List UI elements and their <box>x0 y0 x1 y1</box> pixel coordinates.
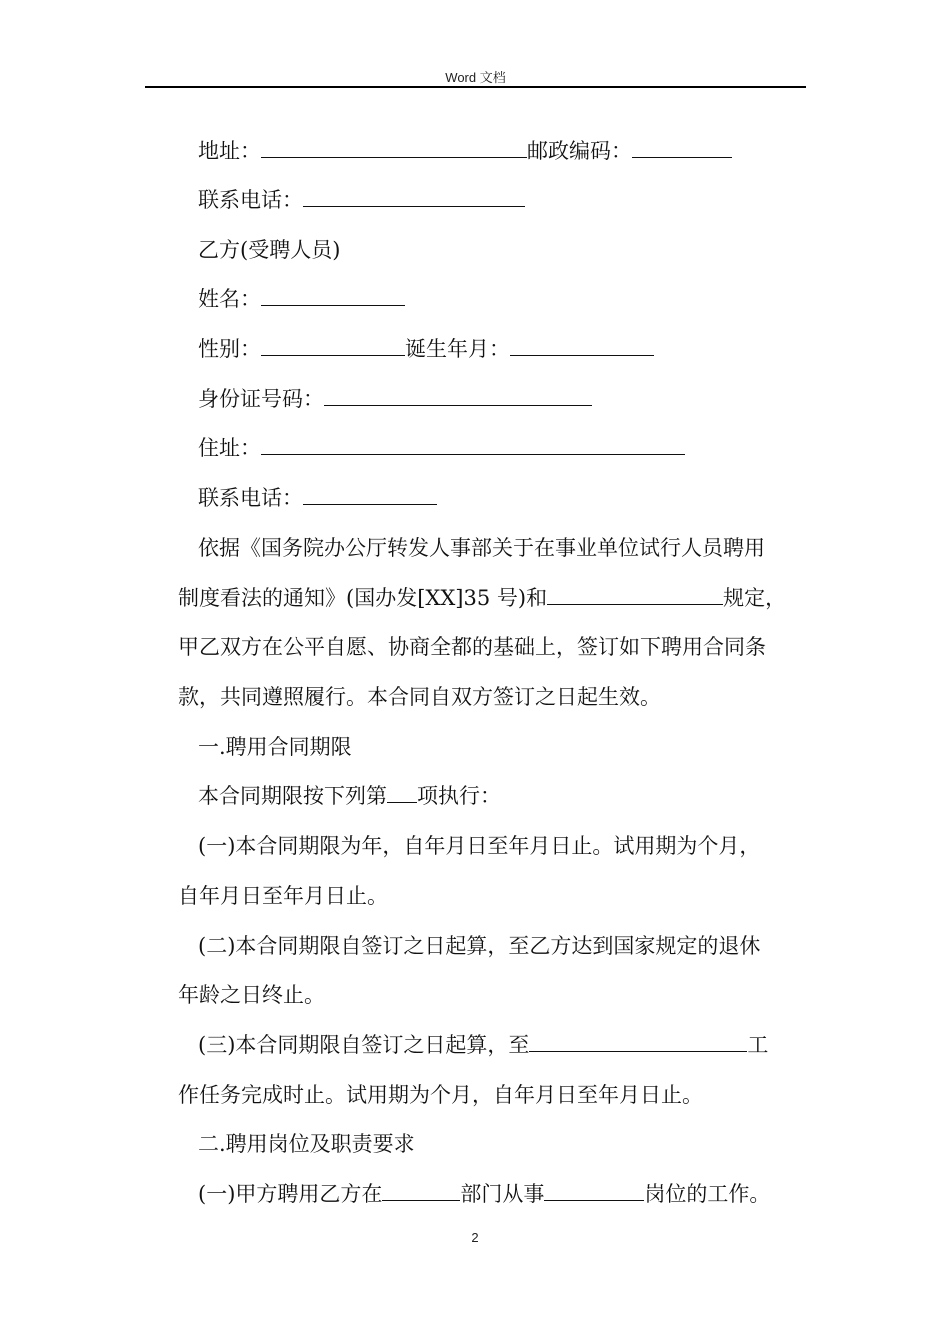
name-blank <box>261 285 405 306</box>
opt-3a: (三)本合同期限自签订之日起算，至 <box>198 1033 530 1057</box>
option-3-line-b: 作任务完成时止。试用期为个月，自年月日至年月日止。 <box>178 1083 703 1107</box>
phone-blank-a <box>303 186 525 207</box>
post-a: (一)甲方聘用乙方在 <box>198 1182 383 1206</box>
post-b: 部门从事 <box>460 1182 545 1206</box>
id-label: 身份证号码： <box>198 387 324 411</box>
option-2-line-a: (二)本合同期限自签订之日起算，至乙方达到国家规定的退休 <box>198 934 761 958</box>
name-line <box>198 285 405 313</box>
phone-line-a <box>198 186 525 214</box>
residence-line <box>198 434 685 462</box>
opt-3a-tail: 工 <box>747 1033 769 1057</box>
post-line <box>198 1180 770 1208</box>
residence-label: 住址： <box>198 436 261 460</box>
postcode-blank <box>632 137 732 158</box>
phone-line-b <box>198 484 437 512</box>
position-blank <box>544 1180 644 1201</box>
name-label: 姓名： <box>198 287 261 311</box>
intro-line-2 <box>178 584 786 612</box>
gender-blank <box>261 335 405 356</box>
gender-birth-line <box>198 335 654 363</box>
term-b: 项执行： <box>417 784 501 808</box>
department-blank <box>382 1180 460 1201</box>
gender-label: 性别： <box>198 337 261 361</box>
document-header: Word 文档 <box>445 70 506 85</box>
term-line <box>198 782 501 810</box>
task-blank <box>529 1031 747 1052</box>
intro-line-4: 款，共同遵照履行。本合同自双方签订之日起生效。 <box>178 685 661 709</box>
section-1-heading: 一.聘用合同期限 <box>198 735 352 759</box>
intro-2a: 制度看法的通知》(国办发[XX]35 号)和 <box>178 586 548 610</box>
id-blank <box>324 385 592 406</box>
option-2-line-b: 年龄之日终止。 <box>178 983 325 1007</box>
intro-2b: 规定， <box>723 586 787 610</box>
address-line <box>198 137 732 165</box>
regulation-blank <box>547 584 723 605</box>
phone-label-a: 联系电话： <box>198 188 303 212</box>
address-blank <box>261 137 527 158</box>
post-c: 岗位的工作。 <box>644 1182 771 1206</box>
section-2-heading: 二.聘用岗位及职责要求 <box>198 1132 415 1156</box>
phone-label-b: 联系电话： <box>198 486 303 510</box>
birth-label: 诞生年月： <box>405 337 510 361</box>
residence-blank <box>261 434 685 455</box>
id-line <box>198 385 592 413</box>
intro-line-1: 依据《国务院办公厅转发人事部关于在事业单位试行人员聘用 <box>198 536 765 560</box>
term-blank <box>387 782 417 803</box>
page-number: 2 <box>471 1230 479 1245</box>
address-label: 地址： <box>198 139 261 163</box>
party-b-heading: 乙方(受聘人员) <box>198 238 341 262</box>
term-a: 本合同期限按下列第 <box>198 784 387 808</box>
option-1-line-b: 自年月日至年月日止。 <box>178 884 388 908</box>
header-divider <box>145 86 806 88</box>
phone-blank-b <box>303 484 437 505</box>
option-3-line-a <box>198 1031 768 1059</box>
option-1-line-a: (一)本合同期限为年，自年月日至年月日止。试用期为个月， <box>198 834 761 858</box>
birth-blank <box>510 335 654 356</box>
intro-line-3: 甲乙双方在公平自愿、协商全都的基础上，签订如下聘用合同条 <box>178 635 766 659</box>
postcode-label: 邮政编码： <box>527 139 632 163</box>
